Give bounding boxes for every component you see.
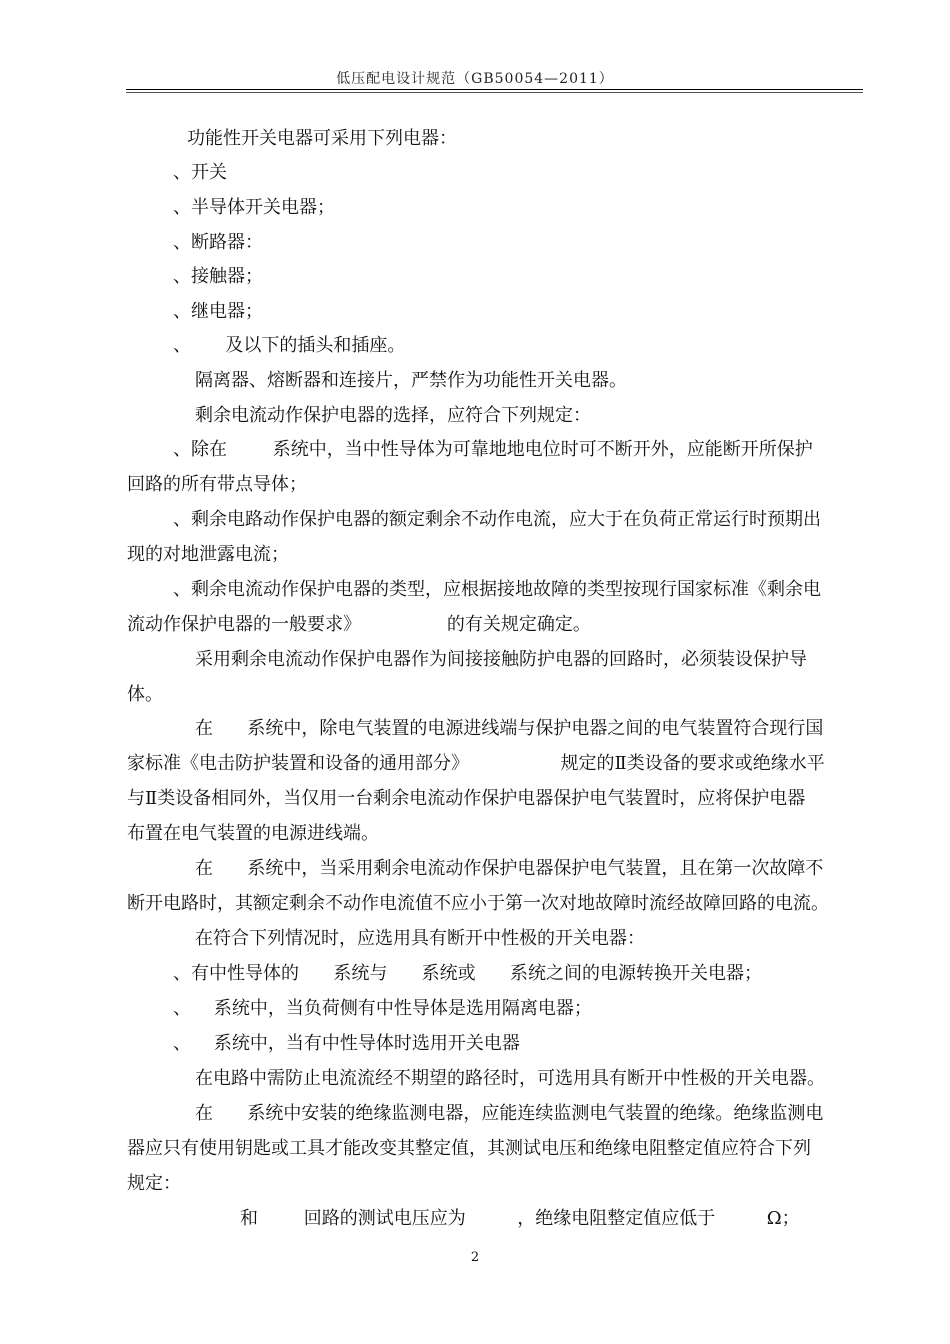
text-line: 在符合下列情况时，应选用具有断开中性极的开关电器： [195,928,645,949]
text-line: 在电路中需防止电流流经不期望的路径时，可选用具有断开中性极的开关电器。 [195,1068,825,1089]
text-line: 、剩余电路动作保护电器的额定剩余不动作电流，应大于在负荷正常运行时预期出 [173,509,821,530]
text-line: 采用剩余电流动作保护电器作为间接接触防护电器的回路时，必须装设保护导 [195,649,807,670]
text-line: 回路的所有带点导体； [127,474,307,495]
text-line: 现的对地泄露电流； [127,544,289,565]
text-line: 器应只有使用钥匙或工具才能改变其整定值，其测试电压和绝缘电阻整定值应符合下列 [127,1138,811,1159]
text-line: 在 系统中安装的绝缘监测电器，应能连续监测电气装置的绝缘。绝缘监测电 [195,1103,824,1124]
text-line: 体。 [127,684,163,705]
page-number: 2 [470,1250,480,1265]
text-line: 、半导体开关电器； [173,197,335,218]
header-rule-thin [126,92,863,93]
text-line: 家标准《电击防护装置和设备的通用部分》 规定的Ⅱ类设备的要求或绝缘水平 [127,753,825,774]
text-line: 、断路器： [173,232,263,253]
text-line: 、有中性导体的 系统与 系统或 系统之间的电源转换开关电器； [173,963,762,984]
text-line: 流动作保护电器的一般要求》 的有关规定确定。 [127,614,591,635]
header-rule [126,89,863,90]
text-line: 、 系统中，当有中性导体时选用开关电器 [173,1033,520,1054]
text-line: 功能性开关电器可采用下列电器： [187,128,457,149]
text-line: 、 及以下的插头和插座。 [173,335,406,356]
text-line: 规定： [127,1173,181,1194]
text-line: 、剩余电流动作保护电器的类型，应根据接地故障的类型按现行国家标准《剩余电 [173,579,821,600]
text-line: 断开电路时，其额定剩余不动作电流值不应小于第一次对地故障时流经故障回路的电流。 [127,893,829,914]
text-line: 布置在电气装置的电源进线端。 [127,823,379,844]
text-line: 在 系统中，当采用剩余电流动作保护电器保护电气装置，且在第一次故障不 [195,858,824,879]
text-line: 、 系统中，当负荷侧有中性导体是选用隔离电器； [173,998,592,1019]
text-line: 和 回路的测试电压应为 ，绝缘电阻整定值应低于 Ω； [240,1208,800,1229]
text-line: 剩余电流动作保护电器的选择，应符合下列规定： [195,405,591,426]
text-line: 在 系统中，除电气装置的电源进线端与保护电器之间的电气装置符合现行国 [195,718,824,739]
running-header: 低压配电设计规范（GB50054—2011） [336,71,614,87]
text-line: 、继电器； [173,301,263,322]
text-line: 与Ⅱ类设备相同外，当仅用一台剩余电流动作保护电器保护电气装置时，应将保护电器 [127,788,806,809]
text-line: 、接触器； [173,266,263,287]
text-line: 、开关 [173,162,227,183]
text-line: 、除在 系统中，当中性导体为可靠地地电位时可不断开外，应能断开所保护 [173,439,813,460]
text-line: 隔离器、熔断器和连接片，严禁作为功能性开关电器。 [195,370,627,391]
